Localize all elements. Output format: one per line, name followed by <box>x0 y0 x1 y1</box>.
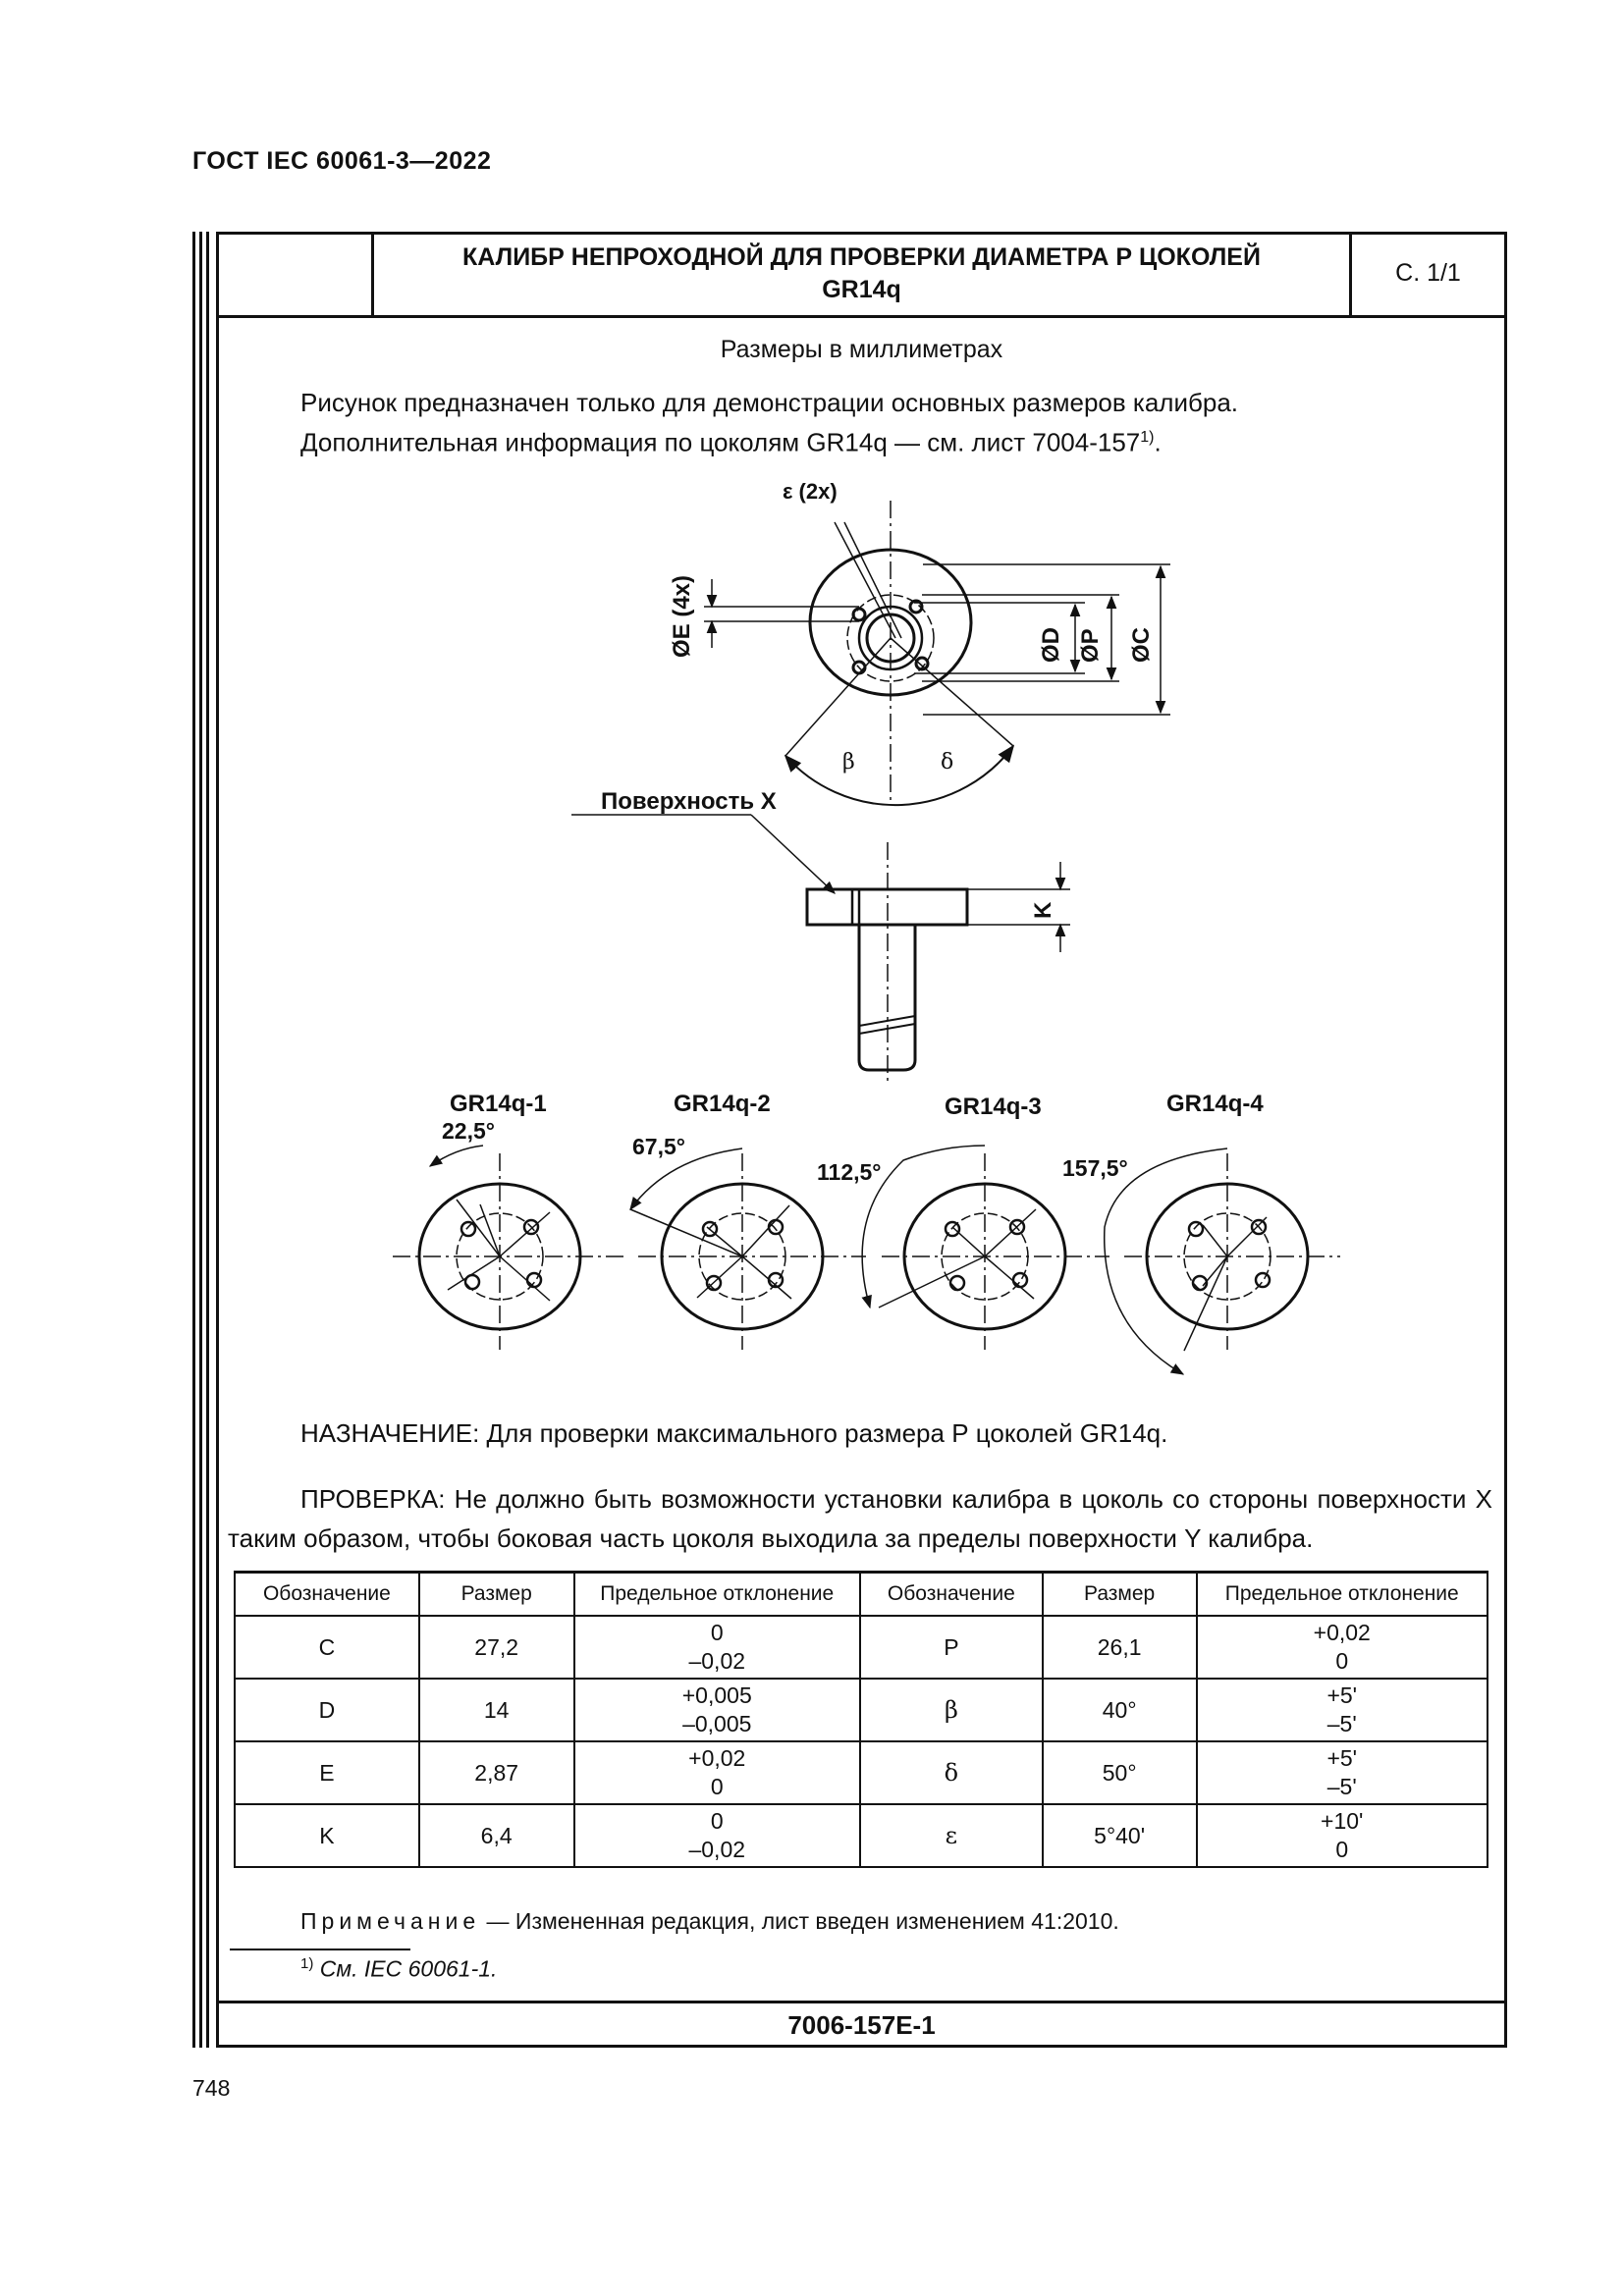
variant-angle: 67,5° <box>632 1134 685 1159</box>
table-row <box>235 1741 1488 1804</box>
hole <box>1256 1273 1270 1287</box>
tolerance-cell <box>1197 1616 1488 1679</box>
dia-c-label: ØC <box>1128 627 1155 663</box>
delta-label: δ <box>941 750 954 774</box>
tolerance-cell <box>1197 1804 1488 1867</box>
symbol-cell: C <box>235 1616 419 1679</box>
note-label: Примечание <box>300 1908 481 1934</box>
margin-rule <box>192 232 195 2048</box>
tolerance-lower: 0 <box>710 1774 724 1799</box>
intro-line1: Рисунок предназначен только для демонстрации основных размеров калибра. <box>300 388 1239 417</box>
tolerance-cell <box>1197 1741 1488 1804</box>
symbol-cell: β <box>860 1679 1043 1741</box>
hole <box>1013 1273 1027 1287</box>
table-header: Обозначение <box>235 1573 419 1617</box>
surface-x-label: Поверхность X <box>601 788 777 815</box>
size-cell: 5°40' <box>1043 1804 1197 1867</box>
table-row <box>235 1616 1488 1679</box>
dia-d-label: ØD <box>1038 627 1064 663</box>
margin-rule <box>206 232 209 2048</box>
note-text: — Измененная редакция, лист введен изменением 41:2010. <box>480 1908 1119 1934</box>
tolerance-lower: –5' <box>1326 1711 1357 1736</box>
variant-angle: 22,5° <box>442 1118 495 1144</box>
intro-line2-text: Дополнительная информация по цоколям GR14q — см. лист 7004-157 <box>300 427 1141 457</box>
variant-angle: 157,5° <box>1062 1155 1128 1181</box>
symbol-cell: K <box>235 1804 419 1867</box>
size-cell: 6,4 <box>419 1804 574 1867</box>
epsilon-label: ε (2x) <box>783 479 838 504</box>
table-header: Обозначение <box>860 1573 1043 1617</box>
note <box>300 1908 1119 1935</box>
footnote-text: См. IEC 60061-1. <box>319 1955 498 1982</box>
tolerance-upper: +5' <box>1326 1745 1358 1771</box>
size-cell: 2,87 <box>419 1741 574 1804</box>
tolerance-lower: –0,02 <box>688 1648 746 1674</box>
tolerance-lower: 0 <box>1335 1648 1349 1674</box>
tolerance-lower: –5' <box>1326 1774 1357 1799</box>
variant-name: GR14q-3 <box>945 1094 1042 1120</box>
dimensions-table <box>234 1571 1488 1868</box>
table-row <box>235 1804 1488 1867</box>
hole <box>769 1220 783 1234</box>
table-header: Размер <box>1043 1573 1197 1617</box>
gauge-drawing <box>216 461 1507 1384</box>
dia-e-label: ØE (4x) <box>669 574 695 658</box>
hole <box>1189 1222 1203 1236</box>
tolerance-upper: +0,005 <box>681 1682 752 1708</box>
tolerance-upper: +5' <box>1326 1682 1358 1708</box>
variant-angle: 112,5° <box>817 1159 882 1185</box>
size-cell: 26,1 <box>1043 1616 1197 1679</box>
sheet-title <box>371 232 1352 315</box>
table-header: Предельное отклонение <box>574 1573 860 1617</box>
variant-gr14q-1 <box>393 1146 623 1350</box>
tolerance-lower: 0 <box>1335 1837 1349 1862</box>
document-header: ГОСТ IEC 60061-3—2022 <box>192 147 492 175</box>
symbol-cell: E <box>235 1741 419 1804</box>
surface-leader <box>751 815 835 893</box>
intro-text <box>300 385 1238 460</box>
hole <box>950 1276 964 1290</box>
beta-radius-line <box>785 638 891 756</box>
variant-name: GR14q-2 <box>674 1091 771 1117</box>
tolerance-cell <box>1197 1679 1488 1741</box>
sheet-code: 7006-157E-1 <box>216 2001 1507 2048</box>
tolerance-lower: –0,02 <box>688 1837 746 1862</box>
dia-p-label: ØP <box>1077 628 1104 663</box>
footnote <box>300 1955 497 1983</box>
tolerance-upper: +0,02 <box>688 1745 746 1771</box>
angle-arc <box>430 1146 483 1166</box>
purpose-text: НАЗНАЧЕНИЕ: Для проверки максимального размера Р цоколей GR14q. <box>300 1418 1168 1448</box>
symbol-cell: ε <box>860 1804 1043 1867</box>
table-header: Размер <box>419 1573 574 1617</box>
beta-label: β <box>842 750 855 774</box>
tolerance-cell <box>574 1679 860 1741</box>
table-row <box>235 1679 1488 1741</box>
tolerance-upper: 0 <box>710 1808 724 1834</box>
angle-arc <box>785 746 1013 805</box>
size-cell: 40° <box>1043 1679 1197 1741</box>
page-number: 748 <box>192 2075 231 2101</box>
footnote-mark: 1) <box>300 1955 314 1972</box>
variant-gr14q-4 <box>1105 1148 1340 1374</box>
sheet-title-line2: GR14q <box>822 275 901 303</box>
variant-name: GR14q-1 <box>450 1091 547 1117</box>
side-view <box>571 815 1070 1085</box>
size-cell: 14 <box>419 1679 574 1741</box>
tolerance-cell <box>574 1741 860 1804</box>
tolerance-cell <box>574 1616 860 1679</box>
variant-name: GR14q-4 <box>1166 1091 1264 1117</box>
size-cell: 27,2 <box>419 1616 574 1679</box>
tolerance-upper: 0 <box>710 1620 724 1645</box>
hole <box>465 1275 479 1289</box>
sheet-title-row <box>216 232 1507 318</box>
margin-rule <box>199 232 202 2048</box>
table-header: Предельное отклонение <box>1197 1573 1488 1617</box>
footnote-rule <box>230 1949 410 1950</box>
check-text-body: ПРОВЕРКА: Не должно быть возможности установки калибра в цоколь со стороны поверхности X таким образом, чтобы боковая часть цоколя выходила за пределы поверхности Y калибра. <box>228 1484 1492 1553</box>
tolerance-cell <box>574 1804 860 1867</box>
hole <box>461 1222 475 1236</box>
intro-line2-end: . <box>1154 427 1162 457</box>
check-text <box>228 1479 1492 1558</box>
tolerance-upper: +0,02 <box>1313 1620 1371 1645</box>
symbol-cell: D <box>235 1679 419 1741</box>
table-header-row <box>235 1573 1488 1617</box>
intro-footnote-mark: 1) <box>1140 429 1155 446</box>
size-cell: 50° <box>1043 1741 1197 1804</box>
symbol-cell: δ <box>860 1741 1043 1804</box>
angle-arc <box>1105 1148 1227 1374</box>
units-caption: Размеры в миллиметрах <box>720 336 1003 363</box>
k-label: K <box>1030 901 1056 919</box>
tolerance-upper: +10' <box>1321 1808 1364 1834</box>
intro-line2 <box>300 420 1238 460</box>
sheet-page-ref: С. 1/1 <box>1395 259 1461 287</box>
sheet-title-line1: КАЛИБР НЕПРОХОДНОЙ ДЛЯ ПРОВЕРКИ ДИАМЕТРА Р ЦОКОЛЕЙ <box>462 242 1261 271</box>
hole <box>527 1273 541 1287</box>
symbol-cell: P <box>860 1616 1043 1679</box>
tolerance-lower: –0,005 <box>682 1711 752 1736</box>
